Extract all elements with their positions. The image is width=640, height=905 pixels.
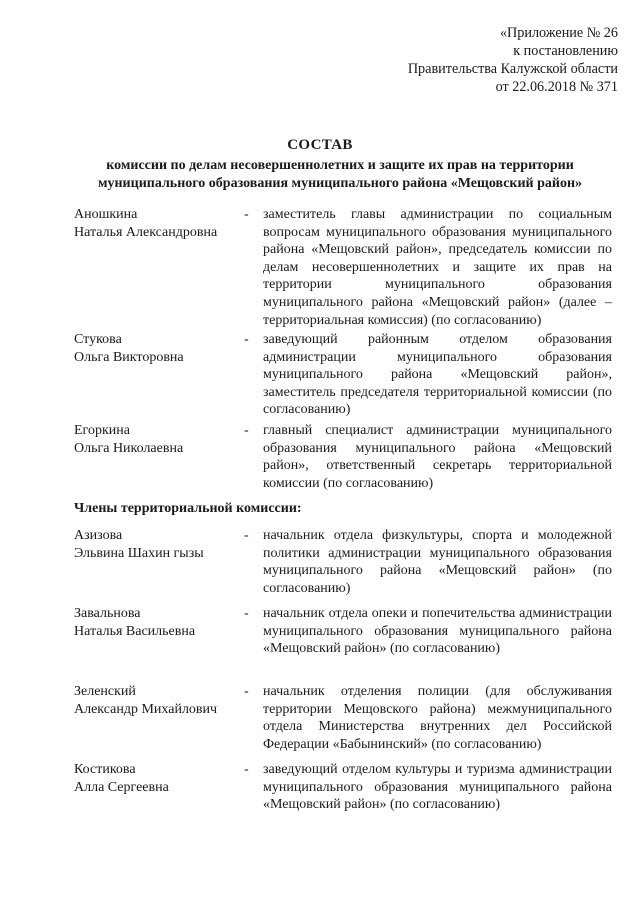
subtitle-line: муниципального образования муниципального района «Мещовский район» — [97, 176, 583, 191]
subtitle-line: комиссии по делам несовершеннолетних и защите их прав на территории — [106, 158, 574, 173]
appendix-government: Правительства Калужской области — [407, 61, 618, 77]
member-dash: - — [244, 528, 249, 543]
member-name — [74, 331, 244, 366]
member-surname: Завальнова — [74, 606, 141, 621]
member-surname: Костикова — [74, 762, 136, 777]
appendix-resolution: к постановлению — [513, 43, 618, 59]
document-title: СОСТАВ — [287, 137, 353, 153]
section-title-members: Члены территориальной комиссии: — [74, 501, 302, 516]
member-name — [74, 527, 244, 562]
member-given-names: Наталья Васильевна — [74, 623, 196, 639]
member-given-names: Эльвина Шахин гызы — [74, 545, 204, 561]
member-role: главный специалист администрации муниципального образования муниципального района «Мещовский район», ответственный секретарь территориальной комиссии (по согласованию) — [263, 423, 612, 491]
member-given-names: Алла Сергеевна — [74, 779, 169, 795]
member-name — [74, 206, 244, 241]
member-role: начальник отдела физкультуры, спорта и молодежной политики администрации муниципального образования муниципального района «Мещовский район» (по согласованию) — [263, 528, 612, 596]
member-dash: - — [244, 762, 249, 777]
member-dash: - — [244, 606, 249, 621]
member-given-names: Александр Михайлович — [74, 701, 218, 717]
member-role: начальник отделения полиции (для обслуживания территории Мещовского района) межмуниципального отдела Министерства внутренних дел Российской Федерации «Бабынинский» (по согласованию) — [263, 684, 612, 752]
member-surname: Зеленский — [74, 684, 136, 699]
member-name — [74, 761, 244, 796]
appendix-number: «Приложение № 26 — [499, 25, 618, 41]
member-name — [74, 683, 244, 718]
member-surname: Аношкина — [74, 207, 138, 222]
member-dash: - — [244, 207, 249, 222]
member-surname: Азизова — [74, 528, 123, 543]
member-name — [74, 422, 244, 457]
member-dash: - — [244, 423, 249, 438]
member-name — [74, 605, 244, 640]
member-surname: Егоркина — [74, 423, 130, 438]
appendix-date: от 22.06.2018 № 371 — [495, 79, 618, 95]
member-role: заместитель главы администрации по социальным вопросам муниципального образования муниципального района «Мещовский район», председатель комиссии по делам несовершеннолетних и защите их прав на территории муниципального образования муниципального района «Мещовский район» (далее – территориальная комиссия) (по согласованию) — [263, 207, 612, 328]
member-given-names: Наталья Александровна — [74, 224, 218, 240]
member-given-names: Ольга Викторовна — [74, 349, 184, 365]
member-role: начальник отдела опеки и попечительства администрации муниципального образования муниципального района «Мещовский район» (по согласованию) — [263, 606, 612, 657]
member-dash: - — [244, 684, 249, 699]
appendix-header — [298, 24, 618, 96]
member-role: заведующий отделом культуры и туризма администрации муниципального образования муниципального района «Мещовский район» (по согласованию) — [263, 762, 612, 813]
member-surname: Стукова — [74, 332, 122, 347]
document-subtitle — [60, 157, 620, 193]
member-given-names: Ольга Николаевна — [74, 440, 184, 456]
member-role: заведующий районным отделом образования администрации муниципального образования муниципального района «Мещовский район», заместитель председателя территориальной комиссии (по согласованию) — [263, 332, 612, 418]
member-dash: - — [244, 332, 249, 347]
